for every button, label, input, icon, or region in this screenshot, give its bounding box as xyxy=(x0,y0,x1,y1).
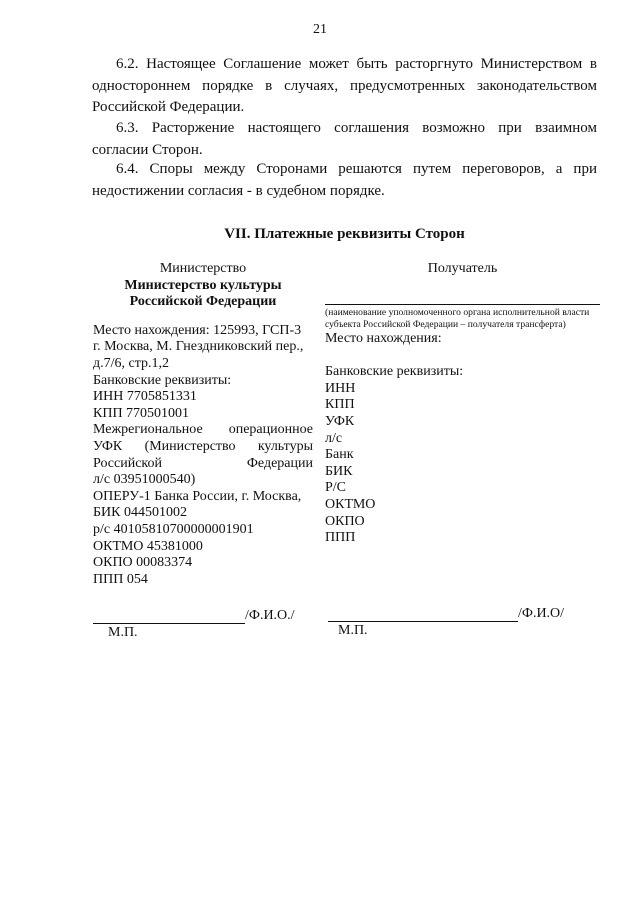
paragraph-6-2: 6.2. Настоящее Соглашение может быть расторгнуто Министерством в одностороннем порядке в случаях, предусмотренных законодательством Российской Федерации. xyxy=(92,56,597,115)
ministry-fio: /Ф.И.О./ xyxy=(245,608,295,623)
page-number: 21 xyxy=(313,22,327,37)
recipient-field-oktmo: ОКТМО xyxy=(325,496,376,512)
ministry-ufk-line4: л/с 03951000540) xyxy=(93,472,196,488)
ministry-ppp: ППП 054 xyxy=(93,571,148,587)
recipient-field-okpo: ОКПО xyxy=(325,513,365,529)
ufk-word: Межрегиональное xyxy=(93,422,203,438)
ministry-column xyxy=(93,261,313,588)
ministry-address-line3: д.7/6, стр.1,2 xyxy=(93,355,170,371)
ministry-oktmo: ОКТМО 45381000 xyxy=(93,538,203,554)
ministry-ufk-line3 xyxy=(93,456,313,473)
recipient-stamp-label: М.П. xyxy=(338,623,368,638)
paragraph-6-4: 6.4. Споры между Сторонами решаются путем переговоров, а при недостижении согласия - в судебном порядке. xyxy=(92,161,597,199)
ministry-bik: БИК 044501002 xyxy=(93,505,187,521)
paragraph-6-3: 6.3. Расторжение настоящего соглашения возможно при взаимном согласии Сторон. xyxy=(92,120,597,158)
ministry-signature xyxy=(93,607,295,624)
ministry-rs: р/с 40105810700000001901 xyxy=(93,521,254,537)
ministry-signature-line xyxy=(93,607,245,624)
recipient-field-bik: БИК xyxy=(325,463,353,479)
ufk-word: Российской xyxy=(93,455,162,471)
ministry-bank-header: Банковские реквизиты: xyxy=(93,372,232,388)
ministry-okpo: ОКПО 00083374 xyxy=(93,555,193,571)
ministry-inn: ИНН 7705851331 xyxy=(93,389,197,405)
recipient-field-bank: Банк xyxy=(325,447,354,463)
ministry-ufk-line1 xyxy=(93,422,313,439)
recipient-field-inn: ИНН xyxy=(325,380,356,396)
ufk-word: УФК xyxy=(93,438,123,454)
recipient-name-line xyxy=(325,278,600,305)
recipient-bank-header: Банковские реквизиты: xyxy=(325,364,464,380)
recipient-header: Получатель xyxy=(427,261,498,276)
ministry-stamp-label: М.П. xyxy=(108,625,138,640)
recipient-field-ufk: УФК xyxy=(325,413,355,429)
recipient-address: Место нахождения: xyxy=(325,330,442,346)
recipient-fio: /Ф.И.О/ xyxy=(518,606,565,621)
recipient-field-ls: л/с xyxy=(325,430,343,446)
recipient-signature xyxy=(328,605,564,622)
recipient-signature-line xyxy=(328,605,518,622)
recipient-field-rs: Р/С xyxy=(325,480,347,496)
ufk-word: операционное xyxy=(228,422,313,438)
recipient-field-kpp: КПП xyxy=(325,397,355,413)
ufk-word: (Министерство xyxy=(144,438,236,454)
ufk-word: Федерации xyxy=(246,455,313,471)
ministry-name-line1: Министерство культуры xyxy=(124,277,282,293)
recipient-caption: (наименование уполномоченного органа исполнительной власти субъекта Российской Федерации – получателя трансферта) xyxy=(325,306,590,330)
ministry-address-line1: Место нахождения: 125993, ГСП-3 xyxy=(93,322,302,338)
ministry-operu: ОПЕРУ-1 Банка России, г. Москва, xyxy=(93,488,302,504)
ministry-name-line2: Российской Федерации xyxy=(129,294,277,310)
recipient-column xyxy=(325,261,600,547)
ministry-header: Министерство xyxy=(159,261,247,276)
ministry-name xyxy=(93,278,313,311)
section-title: VII. Платежные реквизиты Сторон xyxy=(224,226,465,242)
ufk-word: культуры xyxy=(257,438,313,454)
ministry-kpp: КПП 770501001 xyxy=(93,405,190,421)
recipient-field-ppp: ППП xyxy=(325,530,356,546)
ministry-ufk-line2 xyxy=(93,439,313,456)
ministry-address-line2: г. Москва, М. Гнездниковский пер., xyxy=(93,339,304,355)
